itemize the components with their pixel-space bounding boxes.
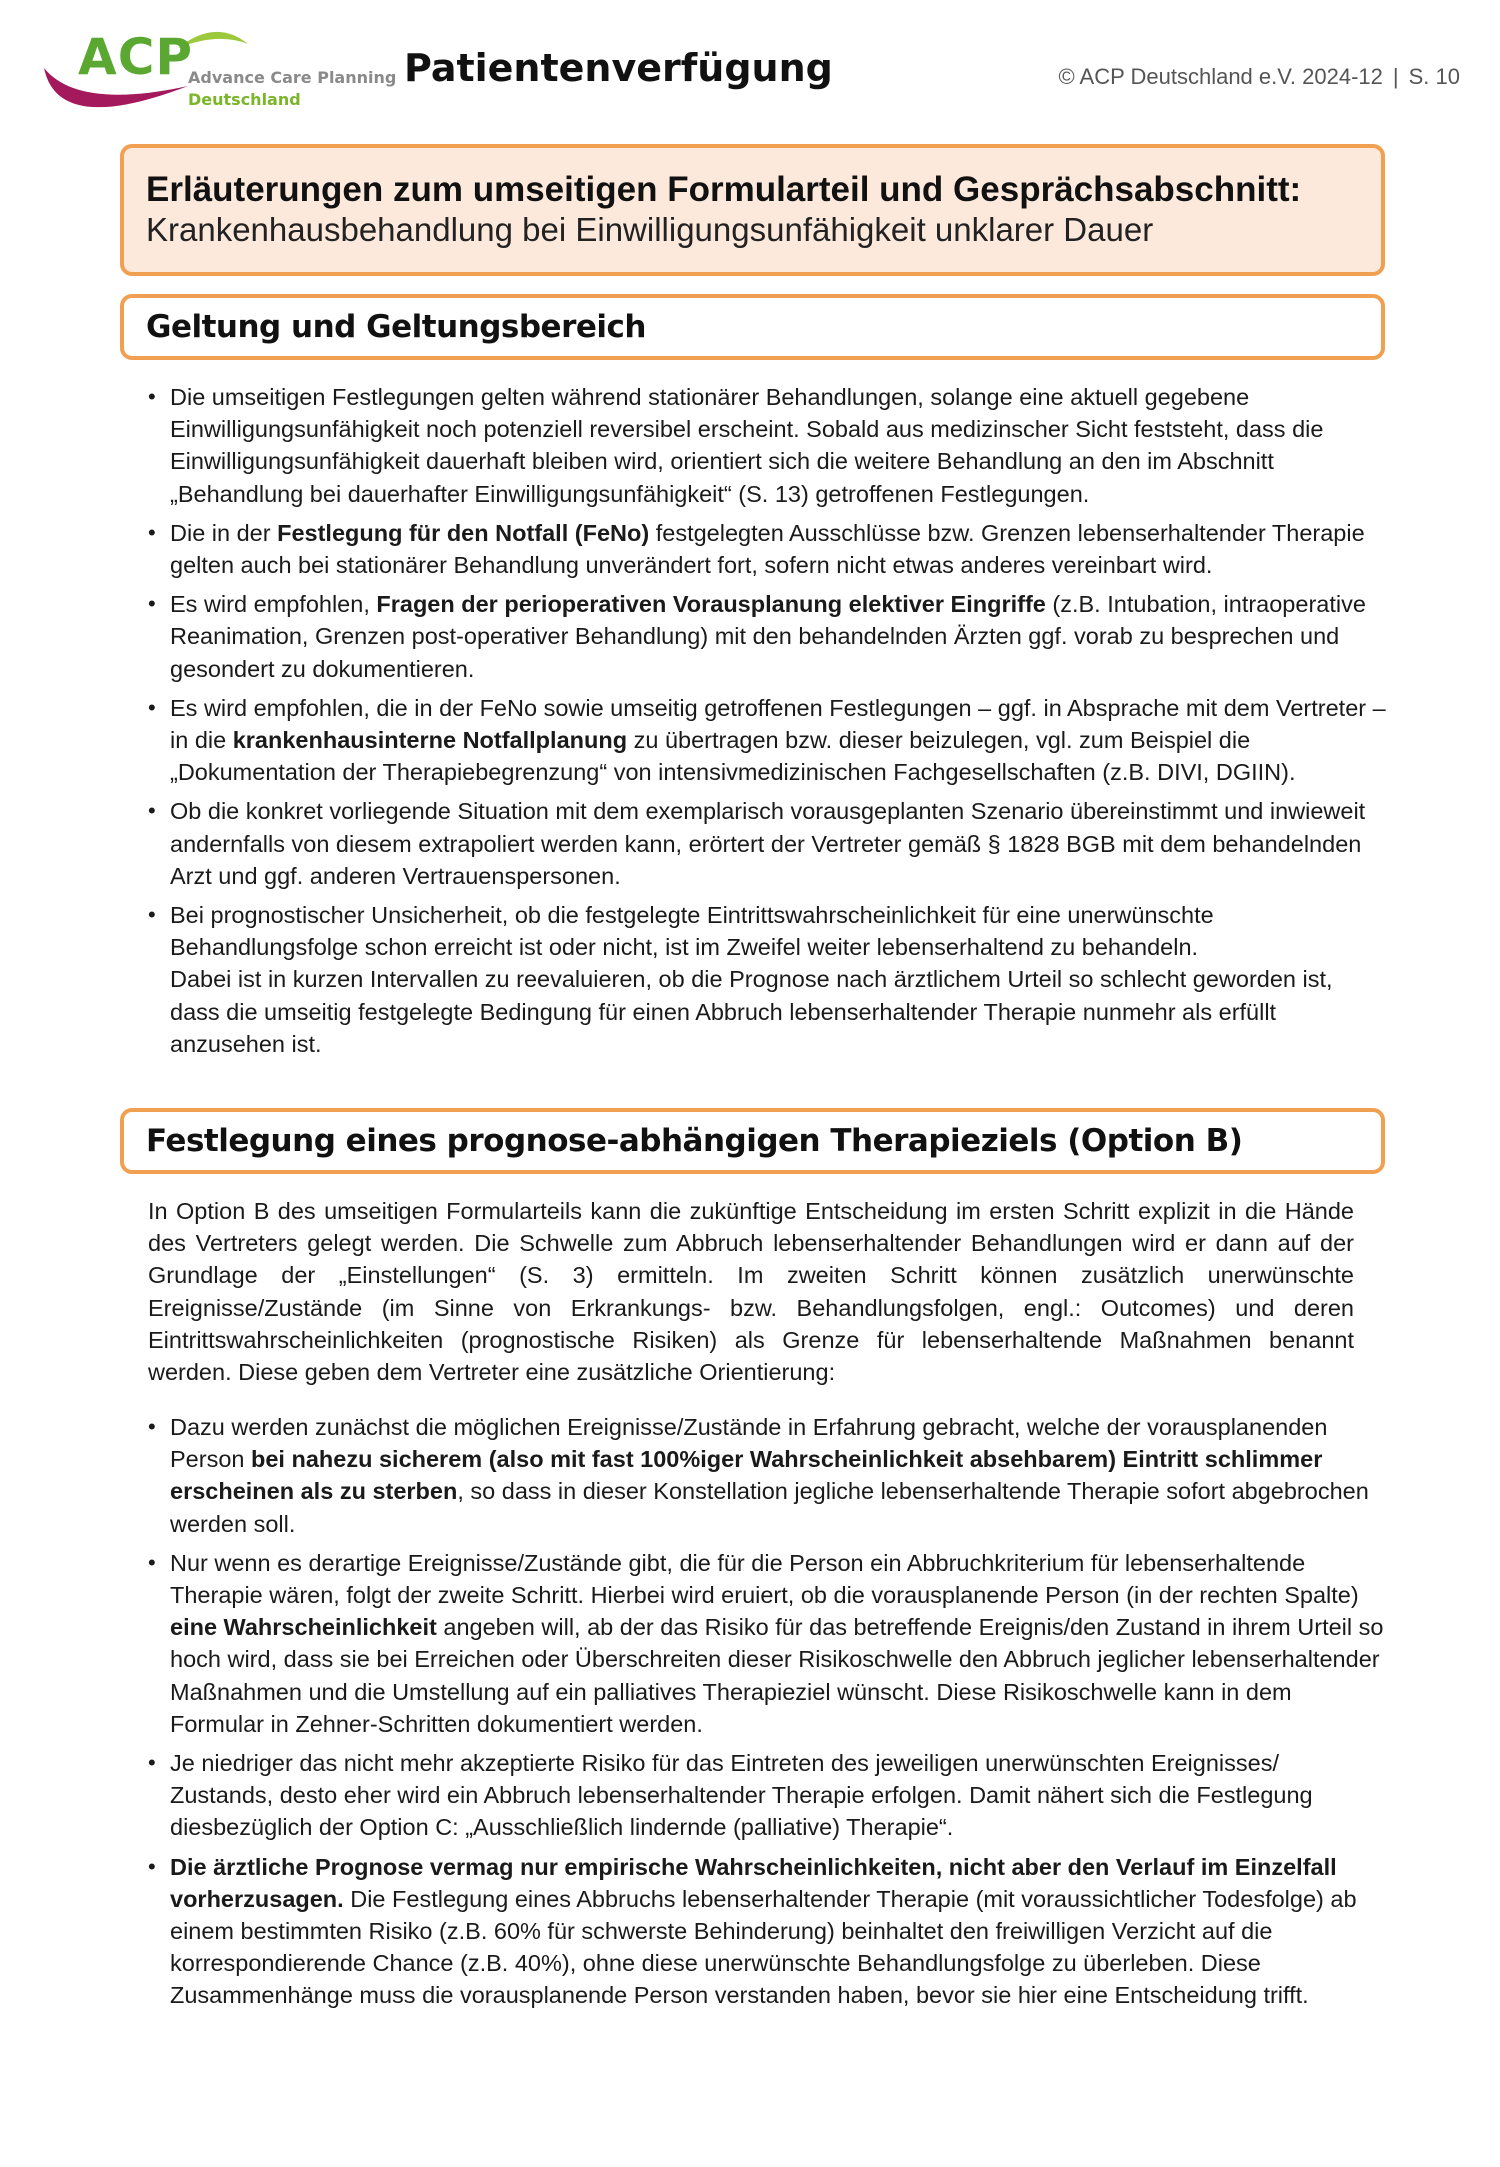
logo-text: ACP	[78, 28, 194, 86]
bullet-list-option-b	[148, 1411, 1388, 2019]
document-title: Patientenverfügung	[404, 46, 833, 90]
section-heading-box	[120, 1108, 1385, 1174]
list-item: • Es wird empfohlen, die in der FeNo sowie umseitig getroffenen Festlegungen – ggf. in Absprache mit dem Vertreter – in die krankenhausinterne Notfallplanung zu übertragen bzw. dieser beizulegen, vgl. zum Beispiel die „Dokumentation der Therapiebegrenzung“ von intensivmedizinischen Fachgesellschaften (z.B. DIVI, DGIIN).	[170, 692, 1388, 789]
intro-paragraph: In Option B des umseitigen Formularteils kann die zukünftige Entscheidung im ersten Schritt explizit in die Hände des Vertreters gelegt werden. Die Schwelle zum Abbruch lebenserhaltender Behandlungen wird er dann auf der Grundlage der „Einstellungen“ (S. 3) ermitteln. Im zweiten Schritt können zusätzlich unerwünschte Ereignisse/Zustände (im Sinne von Erkrankungs- bzw. Behandlungsfolgen, engl.: Outcomes) und deren Eintrittswahrscheinlichkeiten (prognostische Risiken) als Grenze für lebenserhaltende Maßnahmen benannt werden. Diese geben dem Vertreter eine zusätzliche Orientierung:	[148, 1198, 1354, 1386]
list-item: • Es wird empfohlen, Fragen der perioperativen Vorausplanung elektiver Eingriffe (z.B. Intubation, intraoperative Reanimation, Grenzen post-operativer Behandlung) mit den behandelnden Ärzten ggf. vorab zu besprechen und gesondert zu dokumentieren.	[170, 588, 1388, 685]
section-heading: Festlegung eines prognose-abhängigen Therapieziels (Option B)	[146, 1123, 1243, 1159]
list-item: • Die in der Festlegung für den Notfall (FeNo) festgelegten Ausschlüsse bzw. Grenzen lebenserhaltender Therapie gelten auch bei stationärer Behandlung unverändert fort, sofern nicht etwas anderes vereinbart wird.	[170, 517, 1388, 581]
logo-country: Deutschland	[188, 90, 301, 109]
list-item: • Je niedriger das nicht mehr akzeptierte Risiko für das Eintreten des jeweiligen unerwünschten Ereignisses/ Zustands, desto eher wird ein Abbruch lebenserhaltender Therapie erfolgen. Damit nähert sich die Festlegung diesbezüglich der Option C: „Ausschließlich lindernde (palliative) Therapie“.	[170, 1747, 1388, 1844]
bullet-list-geltung	[148, 381, 1388, 1067]
section-heading-box	[120, 294, 1385, 360]
page-meta	[1058, 64, 1460, 90]
section-heading: Geltung und Geltungsbereich	[146, 309, 646, 345]
version-text: 2024-12	[1302, 64, 1383, 89]
list-item: • Die umseitigen Festlegungen gelten während stationärer Behandlungen, solange eine aktuell gegebene Einwilligungsunfähigkeit noch potenziell reversibel erscheint. Sobald aus medizinscher Sicht feststeht, dass die Einwilligungsunfähigkeit dauerhaft bleiben wird, orientiert sich die weitere Behandlung an den im Abschnitt „Behandlung bei dauerhafter Einwilligungsunfähigkeit“ (S. 13) getroffenen Festlegungen.	[170, 381, 1388, 510]
acp-logo	[38, 18, 397, 128]
list-item: • Dazu werden zunächst die möglichen Ereignisse/Zustände in Erfahrung gebracht, welche der vorausplanenden Person bei nahezu sicherem (also mit fast 100%iger Wahrscheinlichkeit absehbarem) Eintritt schlimmer erscheinen als zu sterben, so dass in dieser Konstellation jegliche lebenserhaltende Therapie sofort abgebrochen werden soll.	[170, 1411, 1388, 1540]
list-item: • Ob die konkret vorliegende Situation mit dem exemplarisch vorausgeplanten Szenario übereinstimmt und inwieweit andernfalls von diesem extrapoliert werden kann, erörtert der Vertreter gemäß § 1828 BGB mit dem behandelnden Arzt und ggf. anderen Vertrauenspersonen.	[170, 795, 1388, 892]
list-item: • Nur wenn es derartige Ereignisse/Zustände gibt, die für die Person ein Abbruchkriterium für lebenserhaltende Therapie wären, folgt der zweite Schritt. Hierbei wird eruiert, ob die vorausplanende Person (in der rechten Spalte) eine Wahrscheinlichkeit angeben will, ab der das Risiko für das betreffende Ereignis/den Zustand in ihrem Urteil so hoch wird, dass sie bei Erreichen oder Überschreiten dieser Risikoschwelle den Abbruch jeglicher lebenserhaltender Maßnahmen und die Umstellung auf ein palliatives Therapieziel wünscht. Diese Risikoschwelle kann in dem Formular in Zehner-Schritten dokumentiert werden.	[170, 1547, 1388, 1740]
list-item: • Bei prognostischer Unsicherheit, ob die festgelegte Eintrittswahrscheinlichkeit für eine unerwünschte Behandlungsfolge schon erreicht ist oder nicht, ist im Zweifel weiter lebenserhaltend zu behandeln. Dabei ist in kurzen Intervallen zu reevaluieren, ob die Prognose nach ärztlichem Urteil so schlecht geworden ist, dass die umseitig festgelegte Bedingung für einen Abbruch lebenserhaltender Therapie nunmehr als erfüllt anzusehen ist.	[170, 899, 1388, 1060]
page-number: S. 10	[1408, 64, 1460, 89]
logo-subtitle: Advance Care Planning	[188, 68, 397, 87]
page-header	[0, 0, 1500, 140]
meta-separator: |	[1392, 64, 1399, 89]
title-line-2: Krankenhausbehandlung bei Einwilligungsunfähigkeit unklarer Dauer	[146, 211, 1154, 248]
title-box	[120, 144, 1385, 276]
list-item: • Die ärztliche Prognose vermag nur empirische Wahrscheinlichkeiten, nicht aber den Verlauf im Einzelfall vorherzusagen. Die Festlegung eines Abbruchs lebenserhaltender Therapie (mit voraussichtlicher Todesfolge) ab einem bestimmten Risiko (z.B. 60% für schwerste Behinderung) beinhaltet den freiwilligen Verzicht auf die korrespondierende Chance (z.B. 40%), ohne diese unerwünschte Behandlungsfolge zu überleben. Diese Zusammenhänge muss die vorausplanende Person verstanden haben, bevor sie hier eine Entscheidung trifft.	[170, 1851, 1388, 2012]
title-line-1: Erläuterungen zum umseitigen Formularteil und Gesprächsabschnitt:	[146, 170, 1302, 209]
copyright-text: © ACP Deutschland e.V.	[1058, 64, 1297, 89]
